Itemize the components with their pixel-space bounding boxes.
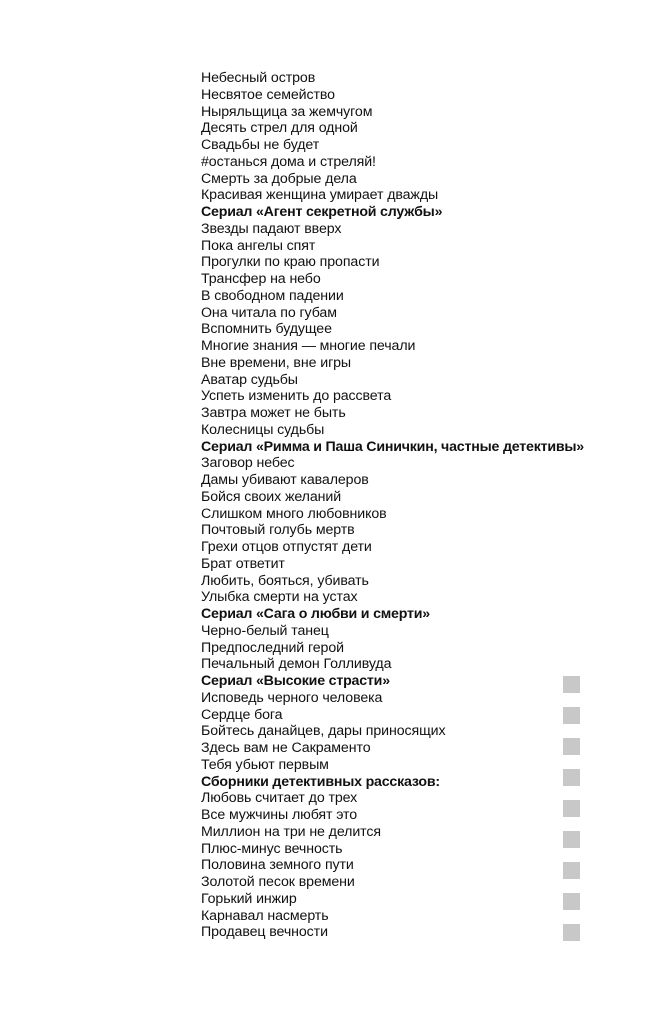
book-title: Исповедь черного человека bbox=[201, 689, 383, 706]
book-title: Она читала по губам bbox=[201, 304, 337, 321]
series-heading: Сериал «Агент секретной службы» bbox=[201, 204, 443, 220]
book-title: Вне времени, вне игры bbox=[201, 354, 352, 371]
book-title: В свободном падении bbox=[201, 287, 344, 304]
book-title: Ныряльщица за жемчугом bbox=[201, 103, 373, 120]
book-title: Пока ангелы спят bbox=[201, 237, 316, 254]
book-title: Завтра может не быть bbox=[201, 405, 346, 421]
book-title: Брат ответит bbox=[201, 555, 285, 572]
book-title: Печальный демон Голливуда bbox=[201, 656, 392, 673]
book-title: Аватар судьбы bbox=[201, 371, 298, 388]
book-title: Грехи отцов отпустят дети bbox=[201, 539, 372, 555]
series-heading: Сборники детективных рассказов: bbox=[201, 773, 440, 790]
book-title: Продавец вечности bbox=[201, 924, 328, 941]
book-title: Прогулки по краю пропасти bbox=[201, 254, 380, 271]
book-title: Тебя убьют первым bbox=[201, 756, 329, 773]
page-edge-markers bbox=[563, 676, 580, 955]
edge-marker bbox=[563, 924, 580, 941]
book-title: Дамы убивают кавалеров bbox=[201, 472, 369, 488]
book-title: Горький инжир bbox=[201, 890, 297, 907]
book-title: Свадьбы не будет bbox=[201, 137, 320, 153]
book-title: Карнавал насмерть bbox=[201, 907, 329, 924]
book-title: Золотой песок времени bbox=[201, 874, 355, 890]
edge-marker bbox=[563, 862, 580, 879]
edge-marker bbox=[563, 707, 580, 724]
book-title: Сердце бога bbox=[201, 706, 283, 723]
book-title: Плюс-минус вечность bbox=[201, 840, 343, 857]
book-title: Десять стрел для одной bbox=[201, 120, 358, 137]
book-title: Предпоследний герой bbox=[201, 639, 344, 656]
book-title: Миллион на три не делится bbox=[201, 823, 381, 840]
book-title: Многие знания — многие печали bbox=[201, 338, 416, 354]
book-title: Черно-белый танец bbox=[201, 622, 329, 639]
book-title: Здесь вам не Сакраменто bbox=[201, 740, 371, 756]
edge-marker bbox=[563, 769, 580, 786]
book-title: Любить, бояться, убивать bbox=[201, 572, 369, 589]
book-title: Трансфер на небо bbox=[201, 271, 321, 287]
book-title: Несвятое семейство bbox=[201, 86, 335, 103]
book-title: Почтовый голубь мертв bbox=[201, 522, 355, 539]
book-title: Вспомнить будущее bbox=[201, 321, 332, 338]
book-title: Успеть изменить до рассвета bbox=[201, 388, 392, 405]
book-title: Красивая женщина умирает дважды bbox=[201, 187, 439, 204]
book-title: Все мужчины любят это bbox=[201, 807, 358, 823]
series-heading: Сериал «Сага о любви и смерти» bbox=[201, 606, 430, 622]
edge-marker bbox=[563, 738, 580, 755]
book-title: Колесницы судьбы bbox=[201, 421, 325, 438]
book-title: Половина земного пути bbox=[201, 857, 354, 874]
edge-marker bbox=[563, 831, 580, 848]
edge-marker bbox=[563, 800, 580, 817]
series-heading: Сериал «Высокие страсти» bbox=[201, 673, 390, 689]
book-title: Звезды падают вверх bbox=[201, 220, 342, 237]
book-title: Улыбка смерти на устах bbox=[201, 589, 358, 606]
book-title: Заговор небес bbox=[201, 455, 295, 472]
edge-marker bbox=[563, 893, 580, 910]
book-title: Бойтесь данайцев, дары приносящих bbox=[201, 723, 446, 740]
book-title: Небесный остров bbox=[201, 70, 316, 86]
book-title: Слишком много любовников bbox=[201, 505, 387, 522]
edge-marker bbox=[563, 676, 580, 693]
book-title: Любовь считает до трех bbox=[201, 790, 358, 807]
series-heading: Сериал «Римма и Паша Синичкин, частные детективы» bbox=[201, 438, 584, 455]
book-title: Бойся своих желаний bbox=[201, 488, 342, 505]
book-title: #останься дома и стреляй! bbox=[201, 153, 376, 170]
book-title: Смерть за добрые дела bbox=[201, 170, 357, 187]
